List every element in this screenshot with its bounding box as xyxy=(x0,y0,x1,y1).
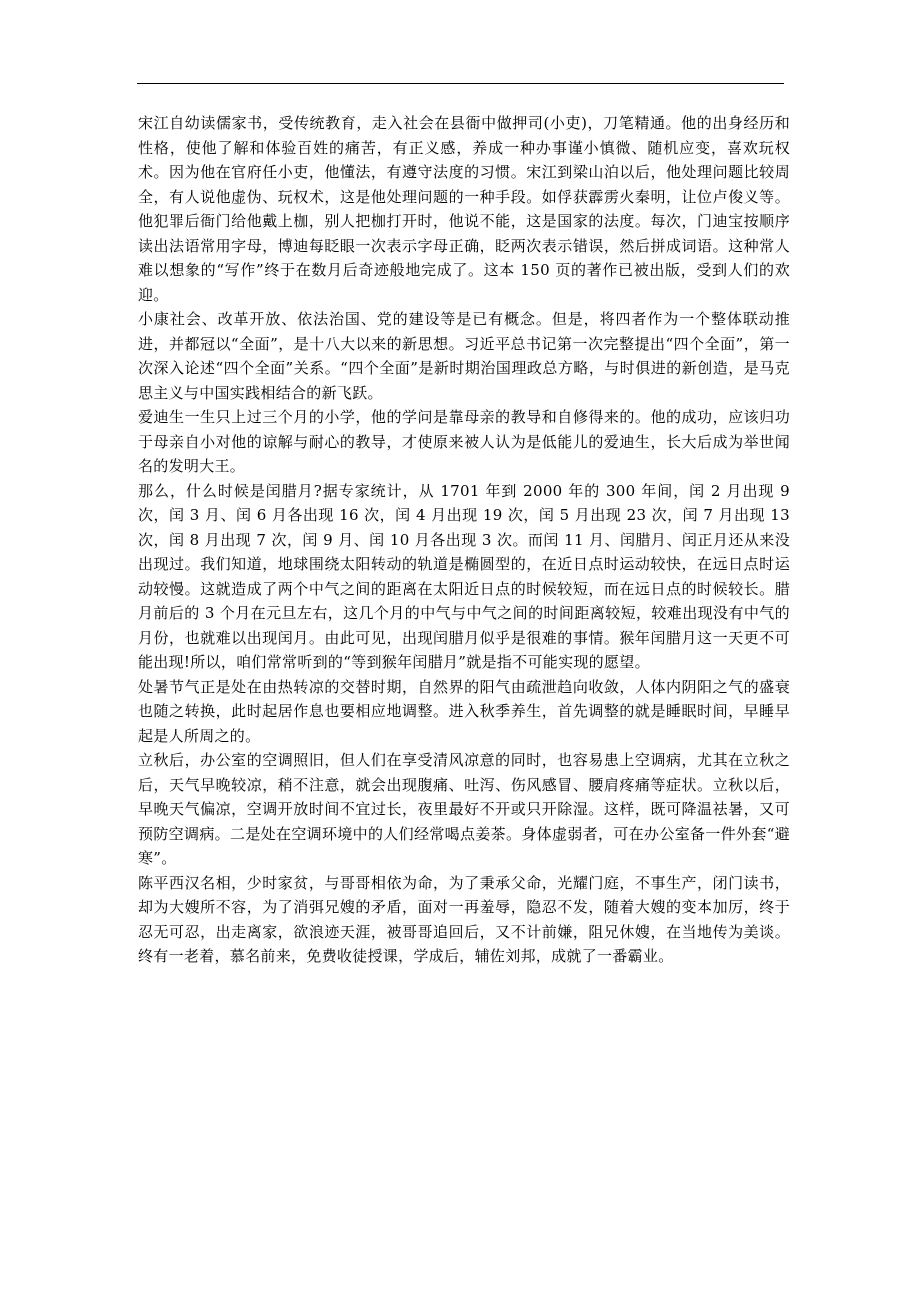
paragraph-song-jiang: 宋江自幼读儒家书，受传统教育，走入社会在县衙中做押司(小吏)，刀笔精通。他的出身经历和性格，使他了解和体验百姓的痛苦，有正义感，养成一种办事谨小慎微、随机应变，喜欢玩权术。因为他在官府任小吏，他懂法，有遵守法度的习惯。宋江到梁山泊以后，他处理问题比较周全，有人说他虚伪、玩权术，这是他处理问题的一种手段。如俘获霹雳火秦明，让位卢俊义等。他犯罪后衙门给他戴上枷，别人把枷打开时，他说不能，这是国家的法度。每次，门迪宝按顺序读出法语常用字母，博迪每眨眼一次表示字母正确，眨两次表示错误，然后拼成词语。这种常人难以想象的“写作”终于在数月后奇迹般地完成了。这本 150 页的著作已被出版，受到人们的欢迎。 xyxy=(138,114,790,304)
paragraph-chen-ping: 陈平西汉名相，少时家贫，与哥哥相依为命，为了秉承父命，光耀门庭，不事生产，闭门读书，却为大嫂所不容，为了消弭兄嫂的矛盾，面对一再羞辱，隐忍不发，随着大嫂的变本加厉，终于忍无可忍，出走离家，欲浪迹天涯，被哥哥追回后，又不计前嫌，阻兄休嫂，在当地传为美谈。终有一老着，慕名前来，免费收徒授课，学成后，辅佐刘邦，成就了一番霸业。 xyxy=(138,873,790,965)
paragraph-edison: 爱迪生一生只上过三个月的小学，他的学问是靠母亲的教导和自修得来的。他的成功，应该归功于母亲自小对他的谅解与耐心的教导，才使原来被人认为是低能儿的爱迪生，长大后成为举世闻名的发明大王。 xyxy=(138,408,790,475)
paragraph-leap-twelfth-month: 那么，什么时候是闰腊月?据专家统计，从 1701 年到 2000 年的 300 年间，闰 2 月出现 9 次，闰 3 月、闰 6 月各出现 16 次，闰 4 月出现 19 次，闰 5 月出现 23 次，闰 7 月出现 13 次，闰 8 月出现 7 次，闰 9 月、闰 10 月各出现 3 次。而闰 11 月、闰腊月、闰正月还从来没出现过。我们知道，地球围绕太阳转动的轨道是椭圆型的，在近日点时运动较快，在远日点时运动较慢。这就造成了两个中气之间的距离在太阳近日点的时候较短，而在远日点的时候较长。腊月前后的 3 个月在元旦左右，这几个月的中气与中气之间的时间距离较短，较难出现没有中气的月份，也就难以出现闰月。由此可见，出现闰腊月似乎是很难的事情。猴年闰腊月这一天更不可能出现!所以，咱们常常听到的“等到猴年闰腊月”就是指不可能实现的愿望。 xyxy=(138,481,790,671)
document-body xyxy=(138,111,790,969)
paragraph-autumn-ac: 立秋后，办公室的空调照旧，但人们在享受清风凉意的同时，也容易患上空调病，尤其在立秋之后，天气早晚较凉，稍不注意，就会出现腹痛、吐泻、伤风感冒、腰肩疼痛等症状。立秋以后，早晚天气偏凉，空调开放时间不宜过长，夜里最好不开或只开除湿。这样，既可降温祛暑，又可预防空调病。二是处在空调环境中的人们经常喝点姜茶。身体虚弱者，可在办公室备一件外套“避寒”。 xyxy=(138,751,790,867)
paragraph-four-comprehensives: 小康社会、改革开放、依法治国、党的建设等是已有概念。但是，将四者作为一个整体联动推进，并都冠以“全面”，是十八大以来的新思想。习近平总书记第一次完整提出“四个全面”，第一次深入论述“四个全面”关系。“四个全面”是新时期治国理政总方略，与时俱进的新创造，是马克思主义与中国实践相结合的新飞跃。 xyxy=(138,310,790,402)
header-rule xyxy=(137,83,784,84)
paragraph-chushu: 处暑节气正是处在由热转凉的交替时期，自然界的阳气由疏泄趋向收敛，人体内阴阳之气的盛衰也随之转换，此时起居作息也要相应地调整。进入秋季养生，首先调整的就是睡眠时间，早睡早起是人所周之的。 xyxy=(138,677,790,745)
